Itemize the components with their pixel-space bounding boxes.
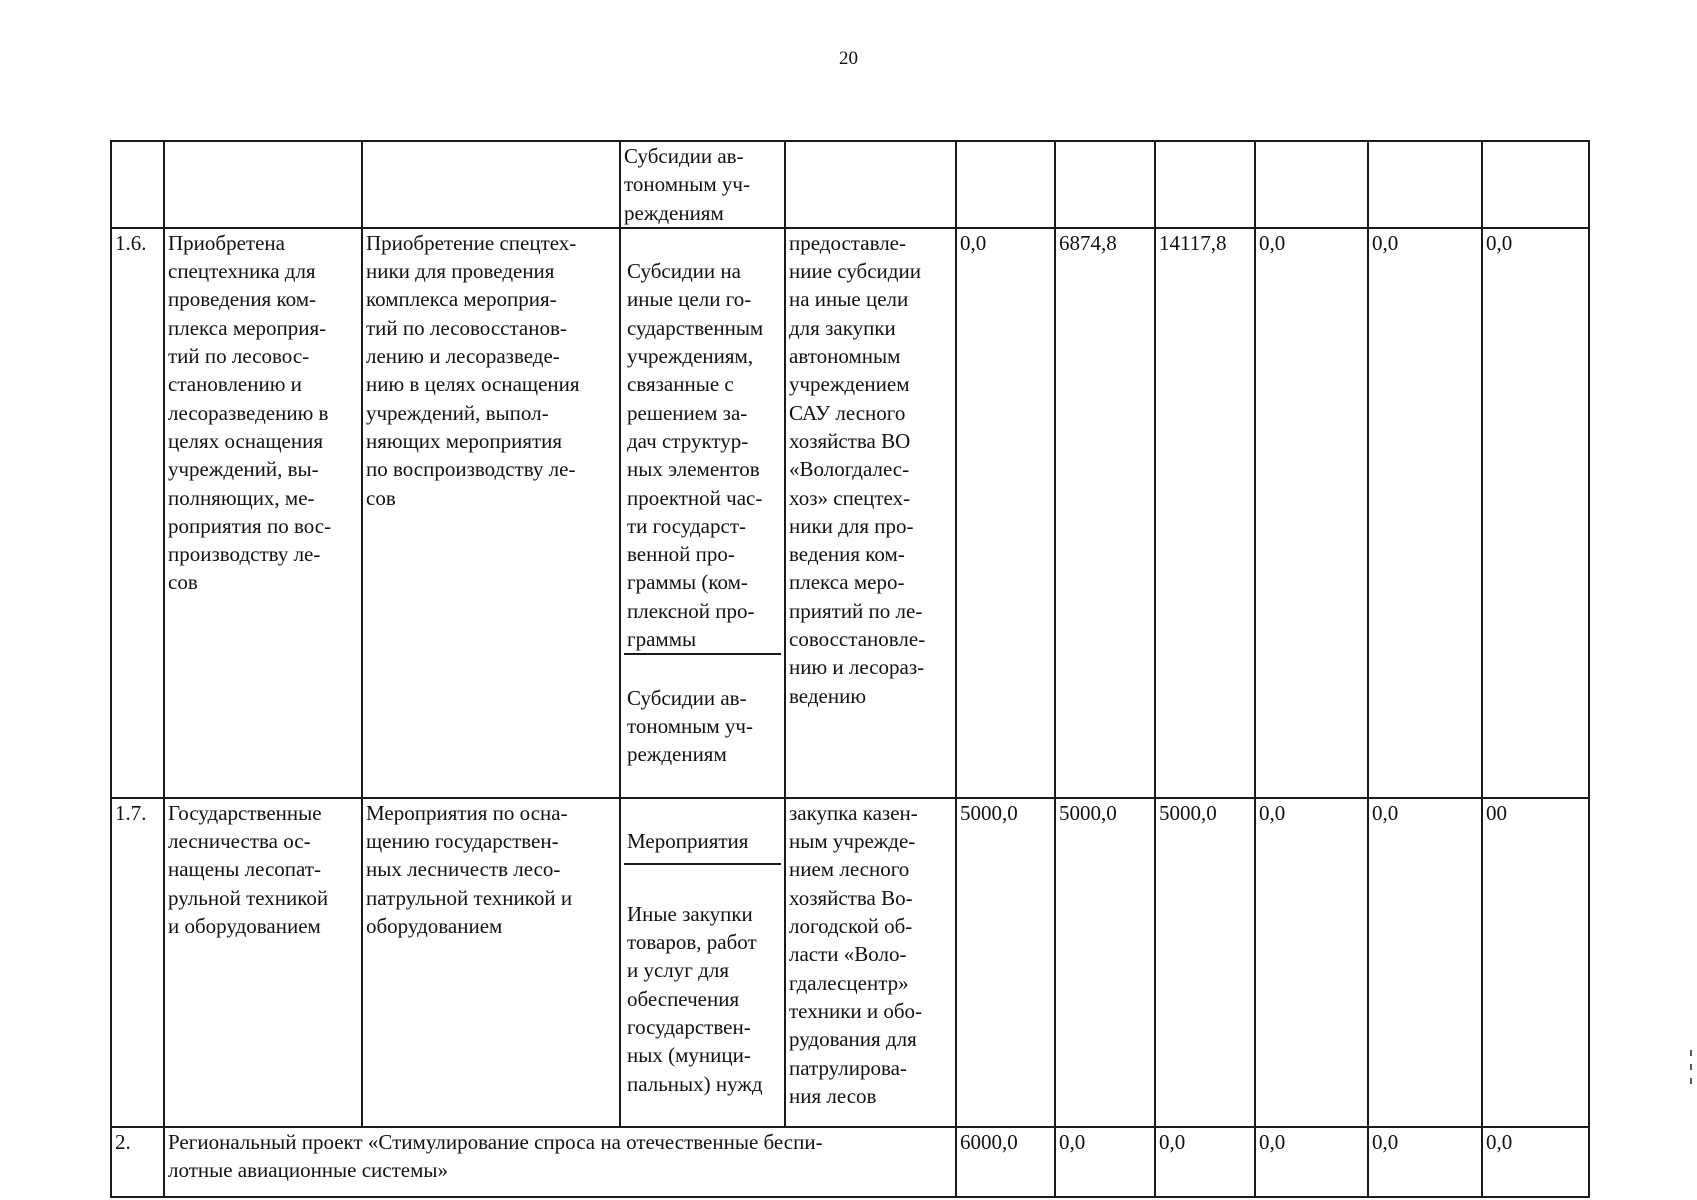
table-row-1-7 xyxy=(111,798,1589,1127)
value-cell xyxy=(1482,141,1589,228)
value-cell: 0,0 xyxy=(1255,1127,1368,1197)
row-number: 1.6. xyxy=(111,228,164,798)
value-cell xyxy=(1155,141,1255,228)
page-number: 20 xyxy=(839,48,858,69)
value-cell: 00 xyxy=(1482,798,1589,1127)
value-cell: 0,0 xyxy=(1155,1127,1255,1197)
funding-type-cell xyxy=(620,228,785,798)
project-title-cell: Региональный проект «Стимулирование спроса на отечественные беспи- лотные авиационные системы» xyxy=(164,1127,956,1197)
scan-mark xyxy=(1690,1064,1692,1070)
value-cell: 0,0 xyxy=(956,228,1055,798)
value-cell: 5000,0 xyxy=(956,798,1055,1127)
funding-type-primary: Субсидии на иные цели го- сударственным учреждениям, связанные с решением за- дач структур- ных элементов проектной час- ти государст- венной про- граммы (ком- плексной про- граммы xyxy=(624,257,781,655)
activity-cell xyxy=(362,141,620,228)
scan-mark xyxy=(1690,1078,1692,1084)
result-cell: Приобретена спецтехника для проведения ком- плекса мероприя- тий по лесовос- становлению и лесоразведению в целях оснащения учреждений, вы- полняющих, ме- роприятия по вос- производству ле- сов xyxy=(164,228,362,798)
value-cell: 0,0 xyxy=(1482,228,1589,798)
description-cell: закупка казен- ным учрежде- нием лесного хозяйства Во- логодской об- ласти «Воло- гдалесцентр» техники и обо- рудования для патрулирова- ния лесов xyxy=(785,798,956,1127)
description-cell xyxy=(785,141,956,228)
num-cell xyxy=(111,141,164,228)
value-cell: 0,0 xyxy=(1368,1127,1482,1197)
margin-scan-marks xyxy=(1689,1050,1693,1100)
table-row-2 xyxy=(111,1127,1589,1197)
funding-type-cell xyxy=(620,798,785,1127)
row-number: 2. xyxy=(111,1127,164,1197)
value-cell: 0,0 xyxy=(1255,798,1368,1127)
result-cell xyxy=(164,141,362,228)
funding-type-secondary: Иные закупки товаров, работ и услуг для обеспечения государствен- ных (муници- пальных) нужд xyxy=(627,901,763,1096)
value-cell: 5000,0 xyxy=(1155,798,1255,1127)
funding-type-cell: Субсидии ав- тономным уч- реждениям xyxy=(620,141,785,228)
scan-mark xyxy=(1690,1050,1692,1056)
value-cell: 6874,8 xyxy=(1055,228,1155,798)
activity-cell: Мероприятия по осна- щению государствен- ных лесничеств лесо- патрульной техникой и оборудованием xyxy=(362,798,620,1127)
value-cell: 0,0 xyxy=(1055,1127,1155,1197)
value-cell: 0,0 xyxy=(1368,228,1482,798)
funding-type-secondary: Субсидии ав- тономным уч- реждениям xyxy=(627,685,753,767)
value-cell xyxy=(1055,141,1155,228)
result-cell: Государственные лесничества ос- нащены лесопат- рульной техникой и оборудованием xyxy=(164,798,362,1127)
value-cell: 0,0 xyxy=(1255,228,1368,798)
table-row-1-6 xyxy=(111,228,1589,798)
value-cell: 0,0 xyxy=(1368,798,1482,1127)
description-cell: предоставле- ниие субсидии на иные цели для закупки автономным учреждением САУ лесного хозяйства ВО «Вологдалес- хоз» спецтех- ники для про- ведения ком- плекса меро- приятий по ле- совосстановле- нию и лесораз- ведению xyxy=(785,228,956,798)
value-cell xyxy=(1368,141,1482,228)
activity-cell: Приобретение спецтех- ники для проведения комплекса мероприя- тий по лесовосстанов- лению и лесоразведе- нию в целях оснащения учреждений, выпол- няющих мероприятия по воспроизводству ле- сов xyxy=(362,228,620,798)
row-number: 1.7. xyxy=(111,798,164,1127)
value-cell xyxy=(956,141,1055,228)
value-cell: 6000,0 xyxy=(956,1127,1055,1197)
table-row-continuation xyxy=(111,141,1589,228)
program-table xyxy=(110,140,1590,1198)
value-cell: 5000,0 xyxy=(1055,798,1155,1127)
value-cell: 14117,8 xyxy=(1155,228,1255,798)
value-cell: 0,0 xyxy=(1482,1127,1589,1197)
value-cell xyxy=(1255,141,1368,228)
funding-type-primary: Мероприятия xyxy=(624,827,781,865)
